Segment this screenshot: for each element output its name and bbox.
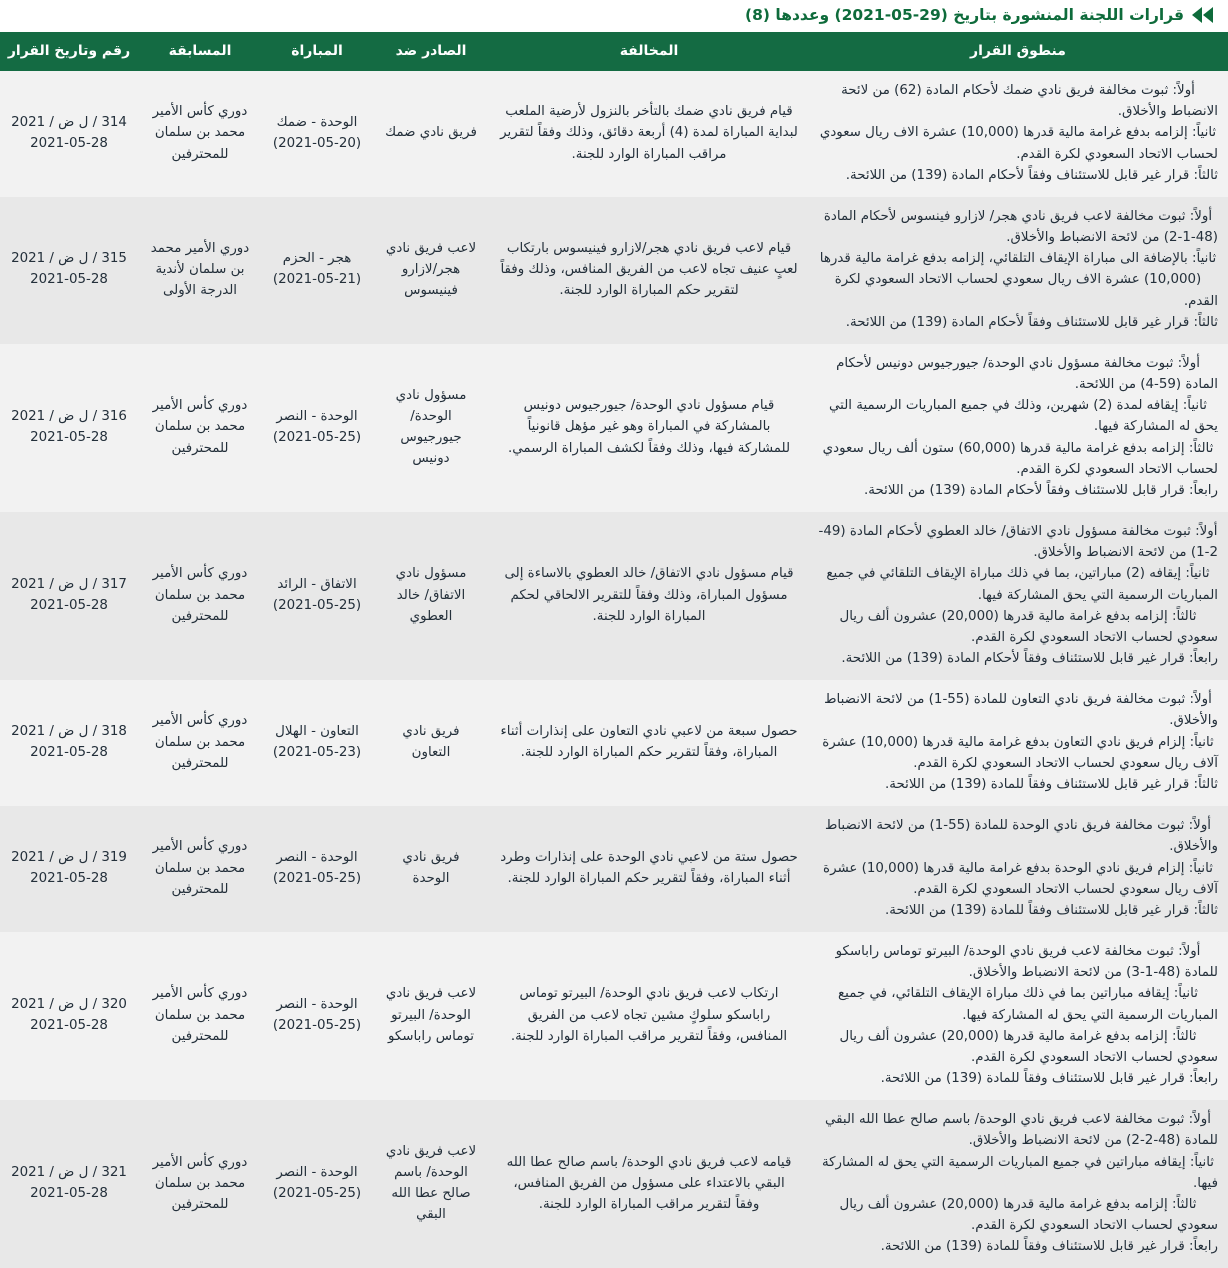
cell-decision bbox=[0, 512, 138, 680]
match-date: (2021-05-25) bbox=[272, 1186, 362, 1202]
column-header-against: الصادر ضد bbox=[372, 32, 490, 71]
match-name: هجر - الحزم bbox=[282, 251, 352, 267]
table-body bbox=[0, 71, 1228, 1268]
decision-date: 2021-05-28 bbox=[30, 429, 108, 445]
table-row bbox=[0, 806, 1228, 932]
cell-ruling bbox=[808, 806, 1228, 932]
cell-violation: ارتكاب لاعب فريق نادي الوحدة/ البيرتو توماس راباسكو سلوكٍ مشين تجاه لاعب من الفريق المنافس، وفقاً لتقرير مراقب المباراة الوارد للجنة. bbox=[490, 932, 808, 1100]
decision-number: 321 / ل ض / 2021 bbox=[11, 1165, 127, 1181]
double-chevron-left-icon[interactable] bbox=[1192, 7, 1214, 23]
cell-competition: دوري كأس الأمير محمد بن سلمان للمحترفين bbox=[138, 344, 262, 512]
ruling-clause: أولاً: ثبوت مخالفة لاعب فريق نادي الوحدة/ باسم صالح عطا الله البقي للمادة (48-2-2) من لائحة الانضباط والأخلاق. bbox=[825, 1112, 1218, 1149]
ruling-clause: رابعاً: قرار غير قابل للاستئناف وفقاً للمادة (139) من اللائحة. bbox=[880, 1239, 1218, 1255]
cell-violation: قيام فريق نادي ضمك بالتأخر بالنزول لأرضية الملعب لبداية المباراة لمدة (4) أربعة دقائق، وذلك وفقاً لتقرير مراقب المباراة الوارد للجنة. bbox=[490, 71, 808, 197]
match-name: الاتفاق - الرائد bbox=[277, 577, 357, 593]
cell-ruling bbox=[808, 197, 1228, 344]
table-row bbox=[0, 680, 1228, 806]
cell-match bbox=[262, 806, 372, 932]
ruling-clause: ثانياً: إيقافه لمدة (2) شهرين، وذلك في جميع المباريات الرسمية التي يحق له المشاركة فيها. bbox=[829, 398, 1218, 435]
decision-date: 2021-05-28 bbox=[30, 1186, 108, 1202]
cell-ruling bbox=[808, 512, 1228, 680]
cell-competition: دوري كأس الأمير محمد بن سلمان للمحترفين bbox=[138, 932, 262, 1100]
ruling-clause: ثالثاً: قرار غير قابل للاستئناف وفقاً للمادة (139) من اللائحة. bbox=[885, 902, 1218, 918]
cell-against: مسؤول نادي الاتفاق/ خالد العطوي bbox=[372, 512, 490, 680]
match-name: الوحدة - النصر bbox=[276, 849, 358, 865]
ruling-clause: ثالثاً: إلزامه بدفع غرامة مالية قدرها (20,000) عشرون ألف ريال سعودي لحساب الاتحاد السعودي لكرة القدم. bbox=[839, 1028, 1218, 1065]
table-row bbox=[0, 512, 1228, 680]
ruling-clause: ثانياً: إيقافه مباراتين بما في ذلك مباراة الإيقاف التلقائي، في جميع المباريات الرسمية التي يحق له المشاركة فيها. bbox=[838, 986, 1218, 1023]
table-header-row bbox=[0, 32, 1228, 71]
decision-date: 2021-05-28 bbox=[30, 871, 108, 887]
match-name: الوحدة - النصر bbox=[276, 996, 358, 1012]
match-date: (2021-05-21) bbox=[272, 272, 362, 288]
cell-match bbox=[262, 1100, 372, 1268]
cell-match bbox=[262, 197, 372, 344]
table-row bbox=[0, 344, 1228, 512]
column-header-competition: المسابقة bbox=[138, 32, 262, 71]
ruling-clause: ثانياً: إلزامه بدفع غرامة مالية قدرها (10,000) عشرة الاف ريال سعودي لحساب الاتحاد السعودي لكرة القدم. bbox=[819, 125, 1218, 162]
ruling-clause: أولاً: ثبوت مخالفة فريق نادي التعاون للمادة (55-1) من لائحة الانضباط والأخلاق. bbox=[824, 692, 1218, 729]
cell-competition: دوري كأس الأمير محمد بن سلمان للمحترفين bbox=[138, 1100, 262, 1268]
ruling-clause: أولاً: ثبوت مخالفة مسؤول نادي الوحدة/ جيورجيوس دونيس لأحكام المادة (59-4) من اللائحة. bbox=[836, 355, 1218, 393]
table-row bbox=[0, 71, 1228, 197]
cell-violation: قيام مسؤول نادي الوحدة/ جيورجيوس دونيس بالمشاركة في المباراة وهو غير مؤهل قانونياً للمشاركة فيها، وذلك وفقاً لكشف المباراة الرسمي. bbox=[490, 344, 808, 512]
decision-number: 314 / ل ض / 2021 bbox=[11, 114, 127, 130]
cell-against: لاعب فريق نادي هجر/لازارو فينيسوس bbox=[372, 197, 490, 344]
cell-competition: دوري كأس الأمير محمد بن سلمان للمحترفين bbox=[138, 680, 262, 806]
cell-against: مسؤول نادي الوحدة/ جيورجيوس دونيس bbox=[372, 344, 490, 512]
ruling-clause: أولاً: ثبوت مخالفة فريق نادي الوحدة للمادة (55-1) من لائحة الانضباط والأخلاق. bbox=[824, 818, 1218, 855]
match-date: (2021-05-25) bbox=[272, 871, 362, 887]
decision-number: 315 / ل ض / 2021 bbox=[11, 251, 127, 267]
cell-decision bbox=[0, 680, 138, 806]
cell-competition: دوري كأس الأمير محمد بن سلمان للمحترفين bbox=[138, 512, 262, 680]
table-row bbox=[0, 197, 1228, 344]
match-date: (2021-05-20) bbox=[272, 135, 362, 151]
column-header-ruling: منطوق القرار bbox=[808, 32, 1228, 71]
cell-violation: قيام مسؤول نادي الاتفاق/ خالد العطوي بالاساءة إلى مسؤول المباراة، وذلك وفقاً للتقرير الالحاقي لحكم المباراة الوارد للجنة. bbox=[490, 512, 808, 680]
cell-decision bbox=[0, 806, 138, 932]
cell-ruling bbox=[808, 1100, 1228, 1268]
ruling-clause: أولاً: ثبوت مخالفة فريق نادي ضمك لأحكام المادة (62) من لائحة الانضباط والأخلاق. bbox=[841, 83, 1218, 120]
decision-date: 2021-05-28 bbox=[30, 1018, 108, 1034]
match-date: (2021-05-25) bbox=[272, 1018, 362, 1034]
cell-decision bbox=[0, 71, 138, 197]
ruling-clause: ثانياً: إلزام فريق نادي التعاون بدفع غرامة مالية قدرها (10,000) عشرة آلاف ريال سعودي لحساب الاتحاد السعودي لكرة القدم. bbox=[822, 734, 1218, 771]
cell-violation: قيام لاعب فريق نادي هجر/لازارو فينيسوس بارتكاب لعبٍ عنيف تجاه لاعب من الفريق المنافس، وذلك وفقاً لتقرير حكم المباراة الوارد للجنة. bbox=[490, 197, 808, 344]
cell-competition: دوري كأس الأمير محمد بن سلمان للمحترفين bbox=[138, 806, 262, 932]
ruling-clause: ثالثاً: إلزامه بدفع غرامة مالية قدرها (20,000) عشرون ألف ريال سعودي لحساب الاتحاد السعودي لكرة القدم. bbox=[839, 608, 1218, 645]
cell-decision bbox=[0, 197, 138, 344]
cell-violation: قيامه لاعب فريق نادي الوحدة/ باسم صالح عطا الله البقي بالاعتداء على مسؤول من الفريق المنافس، وفقاً لتقرير مراقب المباراة الوارد للجنة. bbox=[490, 1100, 808, 1268]
ruling-clause: ثالثاً: قرار غير قابل للاستئناف وفقاً لأحكام المادة (139) من اللائحة. bbox=[845, 167, 1218, 183]
cell-decision bbox=[0, 344, 138, 512]
decision-date: 2021-05-28 bbox=[30, 272, 108, 288]
ruling-clause: ثانياً: إيقافه مباراتين في جميع المباريات الرسمية التي يحق له المشاركة فيها. bbox=[821, 1154, 1218, 1191]
cell-ruling bbox=[808, 344, 1228, 512]
match-date: (2021-05-25) bbox=[272, 598, 362, 614]
ruling-clause: ثانياً: بالإضافة الى مباراة الإيقاف التلقائي، إلزامه بدفع غرامة مالية قدرها (10,000) عشرة الاف ريال سعودي لحساب الاتحاد السعودي لكرة القدم. bbox=[819, 251, 1218, 309]
decision-number: 317 / ل ض / 2021 bbox=[11, 577, 127, 593]
cell-match bbox=[262, 680, 372, 806]
decision-number: 320 / ل ض / 2021 bbox=[11, 996, 127, 1012]
match-name: الوحدة - ضمك bbox=[276, 114, 358, 130]
ruling-clause: رابعاً: قرار غير قابل للاستئناف وفقاً للمادة (139) من اللائحة. bbox=[880, 1071, 1218, 1087]
cell-match bbox=[262, 512, 372, 680]
cell-against: فريق نادي الوحدة bbox=[372, 806, 490, 932]
ruling-clause: رابعاً: قرار غير قابل للاستئناف وفقاً لأحكام المادة (139) من اللائحة. bbox=[841, 651, 1218, 667]
cell-ruling bbox=[808, 932, 1228, 1100]
cell-against: فريق نادي التعاون bbox=[372, 680, 490, 806]
decisions-table bbox=[0, 32, 1228, 1268]
ruling-clause: ثالثاً: إلزامه بدفع غرامة مالية قدرها (60,000) ستون ألف ريال سعودي لحساب الاتحاد السعودي لكرة القدم. bbox=[822, 440, 1218, 477]
cell-match bbox=[262, 344, 372, 512]
cell-match bbox=[262, 932, 372, 1100]
column-header-violation: المخالفة bbox=[490, 32, 808, 71]
match-date: (2021-05-25) bbox=[272, 429, 362, 445]
match-name: التعاون - الهلال bbox=[275, 724, 359, 740]
match-date: (2021-05-23) bbox=[272, 745, 362, 761]
cell-ruling bbox=[808, 71, 1228, 197]
cell-against: لاعب فريق نادي الوحدة/ باسم صالح عطا الله البقي bbox=[372, 1100, 490, 1268]
cell-violation: حصول سبعة من لاعبي نادي التعاون على إنذارات أثناء المباراة، وفقاً لتقرير حكم المباراة الوارد للجنة. bbox=[490, 680, 808, 806]
cell-violation: حصول ستة من لاعبي نادي الوحدة على إنذارات وطرد أثناء المباراة، وفقاً لتقرير حكم المباراة الوارد للجنة. bbox=[490, 806, 808, 932]
table-row bbox=[0, 932, 1228, 1100]
cell-match bbox=[262, 71, 372, 197]
page-title: قرارات اللجنة المنشورة بتاريخ (29-05-2021) وعددها (8) bbox=[745, 6, 1184, 24]
decision-number: 318 / ل ض / 2021 bbox=[11, 724, 127, 740]
ruling-clause: أولاً: ثبوت مخالفة مسؤول نادي الاتفاق/ خالد العطوي لأحكام المادة (49-2-1) من لائحة الانضباط والأخلاق. bbox=[818, 524, 1218, 561]
column-header-match: المباراة bbox=[262, 32, 372, 71]
table-header bbox=[0, 32, 1228, 71]
decision-date: 2021-05-28 bbox=[30, 745, 108, 761]
cell-decision bbox=[0, 932, 138, 1100]
match-name: الوحدة - النصر bbox=[276, 1165, 358, 1181]
ruling-clause: ثالثاً: قرار غير قابل للاستئناف وفقاً لأحكام المادة (139) من اللائحة. bbox=[845, 314, 1218, 330]
cell-ruling bbox=[808, 680, 1228, 806]
cell-competition: دوري كأس الأمير محمد بن سلمان للمحترفين bbox=[138, 71, 262, 197]
cell-against: فريق نادي ضمك bbox=[372, 71, 490, 197]
cell-against: لاعب فريق نادي الوحدة/ البيرتو توماس راباسكو bbox=[372, 932, 490, 1100]
cell-competition: دوري الأمير محمد بن سلمان لأندية الدرجة الأولى bbox=[138, 197, 262, 344]
column-header-decision: رقم وتاريخ القرار bbox=[0, 32, 138, 71]
ruling-clause: ثانياً: إيقافه (2) مباراتين، بما في ذلك مباراة الإيقاف التلقائي في جميع المباريات الرسمية التي يحق المشاركة فيها. bbox=[826, 566, 1218, 603]
ruling-clause: ثانياً: إلزام فريق نادي الوحدة بدفع غرامة مالية قدرها (10,000) عشرة آلاف ريال سعودي لحساب الاتحاد السعودي لكرة القدم. bbox=[823, 860, 1218, 897]
ruling-clause: ثالثاً: إلزامه بدفع غرامة مالية قدرها (20,000) عشرون ألف ريال سعودي لحساب الاتحاد السعودي لكرة القدم. bbox=[839, 1196, 1218, 1234]
table-row bbox=[0, 1100, 1228, 1268]
decision-date: 2021-05-28 bbox=[30, 598, 108, 614]
ruling-clause: أولاً: ثبوت مخالفة لاعب فريق نادي هجر/ لازارو فينسوس لأحكام المادة (48-1-2) من لائحة الانضباط والأخلاق. bbox=[823, 208, 1218, 246]
decision-number: 319 / ل ض / 2021 bbox=[11, 849, 127, 865]
cell-decision bbox=[0, 1100, 138, 1268]
page-header bbox=[0, 0, 1228, 32]
match-name: الوحدة - النصر bbox=[276, 408, 358, 424]
decision-date: 2021-05-28 bbox=[30, 135, 108, 151]
ruling-clause: ثالثاً: قرار غير قابل للاستئناف وفقاً للمادة (139) من اللائحة. bbox=[885, 776, 1218, 792]
ruling-clause: رابعاً: قرار قابل للاستئناف وفقاً لأحكام المادة (139) من اللائحة. bbox=[864, 482, 1218, 498]
decision-number: 316 / ل ض / 2021 bbox=[11, 408, 127, 424]
ruling-clause: أولاً: ثبوت مخالفة لاعب فريق نادي الوحدة/ البيرتو توماس راباسكو للمادة (48-1-3) من لائحة الانضباط والأخلاق. bbox=[835, 944, 1218, 981]
